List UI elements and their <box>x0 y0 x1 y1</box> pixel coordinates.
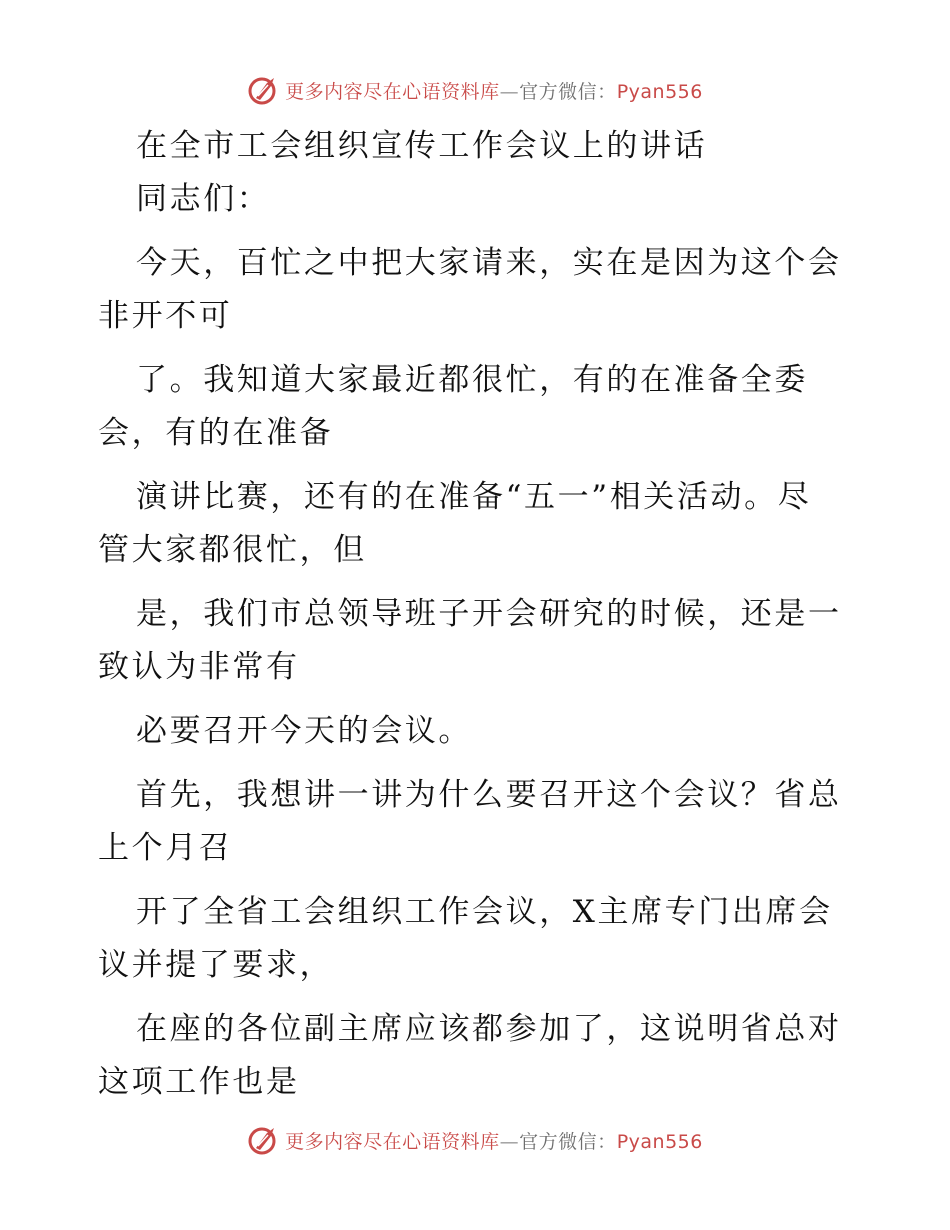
paragraph-line: 这项工作也是 <box>98 1064 300 1100</box>
paragraph-line: 必要召开今天的会议。 <box>136 713 472 749</box>
paragraph-line: 是，我们市总领导班子开会研究的时候，还是一 <box>136 596 842 632</box>
banner-site-text: 更多内容尽在心语资料库 <box>285 1130 500 1153</box>
banner-text <box>285 77 703 104</box>
banner-dash: — <box>499 1130 520 1153</box>
footer-banner <box>0 1120 950 1160</box>
banner-wechat-label: 官方微信： <box>519 80 617 103</box>
paragraph-line: 会，有的在准备 <box>98 415 334 451</box>
banner-wechat-id: Pyan556 <box>616 80 703 103</box>
paragraph-line: 议并提了要求， <box>98 947 334 983</box>
paragraph-line: 上个月召 <box>98 830 233 866</box>
banner-dash: — <box>499 80 520 103</box>
banner-wechat-id: Pyan556 <box>616 1130 703 1153</box>
banner-wechat-label: 官方微信： <box>519 1130 617 1153</box>
paragraph-line: 非开不可 <box>98 298 233 334</box>
paragraph-line: 今天，百忙之中把大家请来，实在是因为这个会 <box>136 245 842 281</box>
paragraph-line: 致认为非常有 <box>98 649 300 685</box>
paragraph-line: 在座的各位副主席应该都参加了，这说明省总对 <box>136 1011 842 1047</box>
banner-site-text: 更多内容尽在心语资料库 <box>285 80 500 103</box>
red-quill-logo-icon <box>247 1124 279 1156</box>
document-body <box>98 120 858 1109</box>
paragraph-line: 了。我知道大家最近都很忙，有的在准备全委 <box>136 362 808 398</box>
paragraph-line: 演讲比赛，还有的在准备“五一”相关活动。尽 <box>136 479 812 515</box>
salutation: 同志们： <box>136 181 271 217</box>
paragraph-line: 管大家都很忙，但 <box>98 532 367 568</box>
header-banner <box>0 70 950 110</box>
banner-text <box>285 1127 703 1154</box>
red-quill-logo-icon <box>247 74 279 106</box>
paragraph-line: 首先，我想讲一讲为什么要召开这个会议？省总 <box>136 777 842 813</box>
paragraph-line: 开了全省工会组织工作会议，X主席专门出席会 <box>136 894 833 930</box>
document-title: 在全市工会组织宣传工作会议上的讲话 <box>136 128 708 164</box>
